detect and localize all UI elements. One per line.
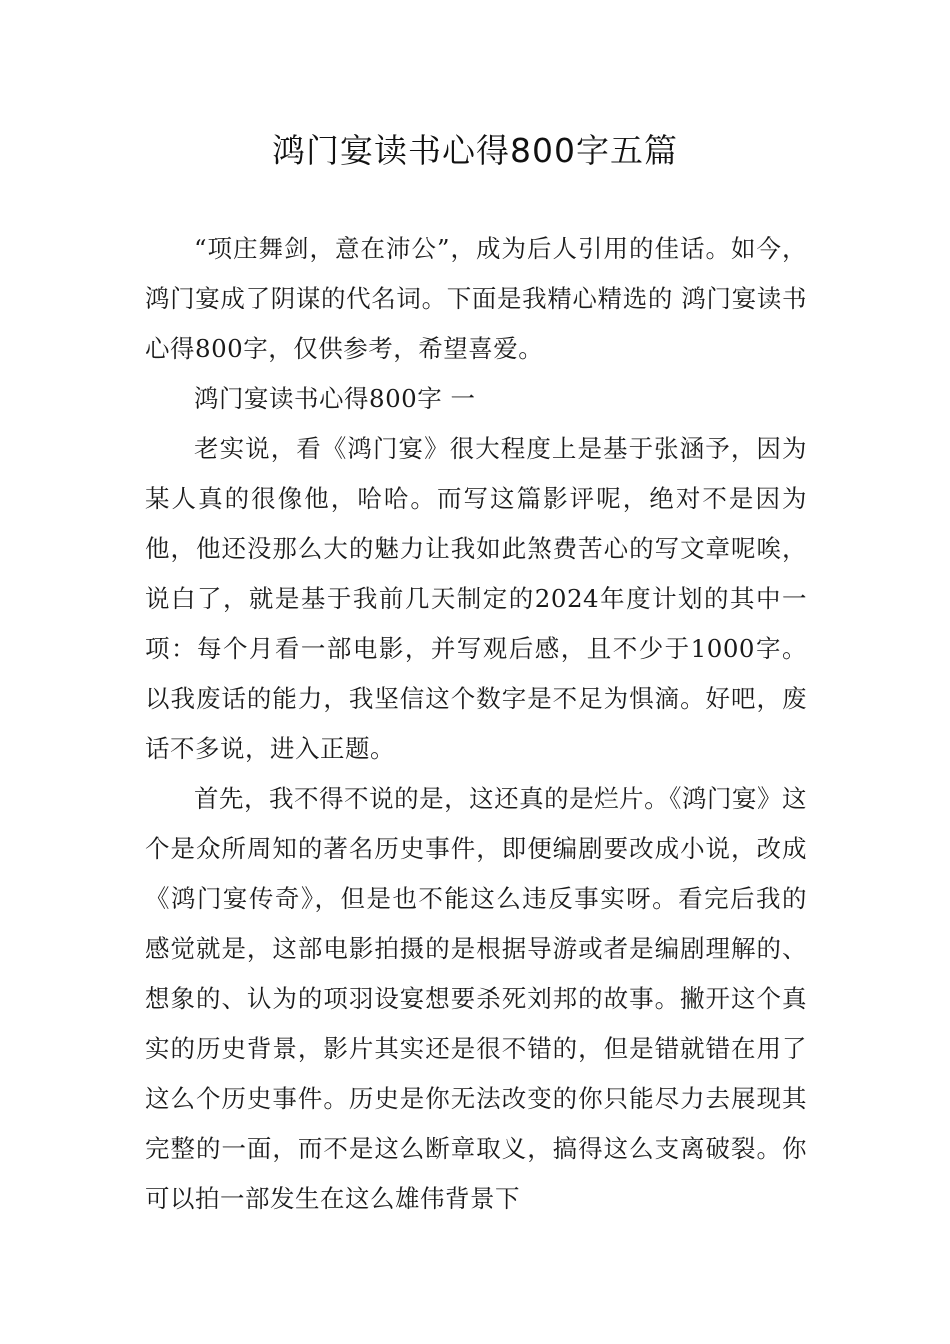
intro-paragraph: “项庄舞剑，意在沛公”，成为后人引用的佳话。如今，鸿门宴成了阴谋的代名词。下面是我精心精选的 鸿门宴读书心得800字，仅供参考，希望喜爱。	[145, 234, 807, 363]
document-title: 鸿门宴读书心得800字五篇	[272, 131, 678, 170]
body-paragraph: 老实说，看《鸿门宴》很大程度上是基于张涵予，因为某人真的很像他，哈哈。而写这篇影评呢，绝对不是因为他，他还没那么大的魅力让我如此煞费苦心的写文章呢唉，说白了，就是基于我前几天制定的2024年度计划的其中一项：每个月看一部电影，并写观后感，且不少于1000字。以我废话的能力，我坚信这个数字是不足为惧滴。好吧，废话不多说，进入正题。	[145, 434, 807, 763]
document-body	[145, 224, 807, 1224]
body-paragraph: 首先，我不得不说的是，这还真的是烂片。《鸿门宴》这个是众所周知的著名历史事件，即便编剧要改成小说，改成《鸿门宴传奇》，但是也不能这么违反事实呀。看完后我的感觉就是，这部电影拍摄的是根据导游或者是编剧理解的、想象的、认为的项羽设宴想要杀死刘邦的故事。撇开这个真实的历史背景，影片其实还是很不错的，但是错就错在用了这么个历史事件。历史是你无法改变的你只能尽力去展现其完整的一面，而不是这么断章取义，搞得这么支离破裂。你可以拍一部发生在这么雄伟背景下	[145, 784, 807, 1213]
section-heading: 鸿门宴读书心得800字 一	[194, 384, 476, 413]
